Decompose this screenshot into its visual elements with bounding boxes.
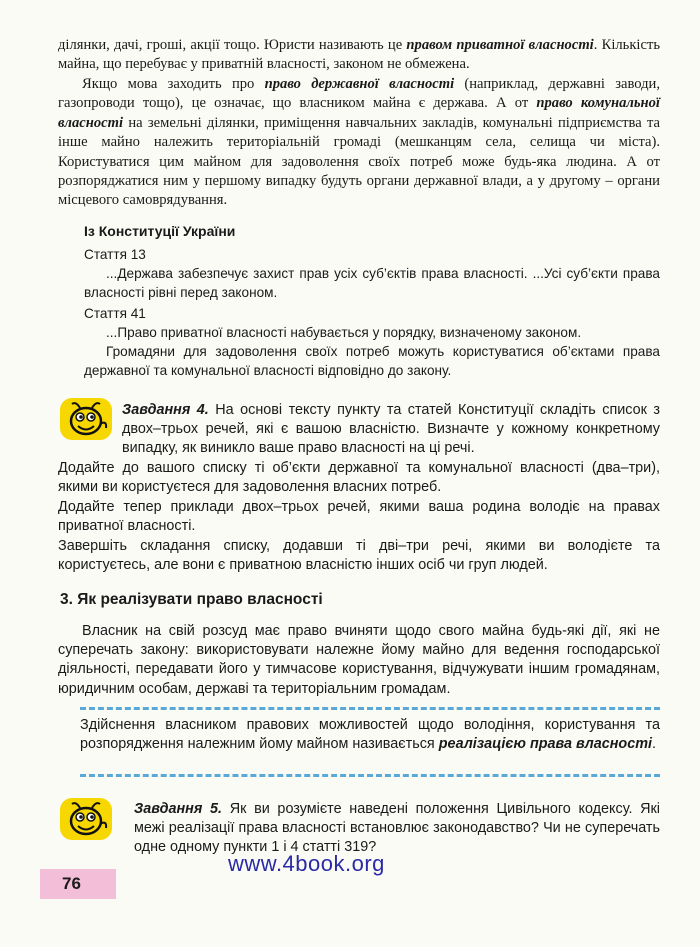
task-5-text xyxy=(134,800,660,858)
text: Як ви розумієте наведені положення Цивільного кодексу. Які межі реалізації права власності встановлює законодавство? Чи не суперечать одне одному пункти 1 і 4 статті 319? xyxy=(134,801,661,856)
paragraph-state-property xyxy=(58,75,660,211)
term-state-property: право державної власності xyxy=(264,76,455,92)
term-communal-property: право комунальної власності xyxy=(58,95,660,131)
article-13-label: Стаття 13 xyxy=(84,247,146,262)
task-4-label: Завдання 4. xyxy=(122,402,209,418)
term-realization: реалізацією права власності xyxy=(438,736,652,753)
text: . xyxy=(652,736,656,753)
task-4-paragraph-4: Завершіть складання списку, додавши ті дві–три речі, якими ви володієте та користуєтесь, але вони є приватною власністю інших осіб чи груп людей. xyxy=(58,538,660,574)
task-5-label: Завдання 5. xyxy=(134,801,223,817)
text: Якщо мова заходить про xyxy=(82,76,265,92)
definition-divider-bottom xyxy=(80,774,660,777)
article-41-text-2: Громадяни для задоволення своїх потреб можуть користуватися об’єктами права державної та комунальної власності відповідно до закону. xyxy=(84,344,660,378)
text: На основі тексту пункту та статей Конституції складіть список з двох–трьох речей, які є вашою власністю. Визначте у кожному конкретному випадку, як виникло ваше право власності на ці речі. xyxy=(122,402,660,457)
section-3-paragraph: Власник на свій розсуд має право вчиняти щодо свого майна будь-які дії, які не суперечать закону: використовувати належне йому майно для ведення господарської діяльності, передавати його у тимчасове користування, відчужувати іншим громадянам, юридичним особам, державі та територіальним громадам. xyxy=(58,623,660,697)
text: на земельні ділянки, приміщення навчальних закладів, комунальні підприємства та інше майно належить територіальній громаді (мешканцям села, селища чи міста). Користуватися цим майном для задоволення своїх потреб може будь-яка людина. А от розпоряджатися ним у першому випадку будуть органи державної влади, а у другому – органи місцевого самоврядування. xyxy=(58,114,660,209)
definition-divider-top xyxy=(80,707,660,710)
article-13-text: ...Держава забезпечує захист прав усіх суб’єктів права власності. ...Усі суб’єкти права власності рівні перед законом. xyxy=(84,266,660,300)
definition-text xyxy=(80,716,660,754)
task-bee-icon xyxy=(60,398,112,440)
term-private-property: правом приватної власності xyxy=(406,37,594,53)
paragraph-private-property xyxy=(58,36,660,75)
constitution-excerpt xyxy=(84,222,660,380)
article-41-label: Стаття 41 xyxy=(84,306,146,321)
page-number: 76 xyxy=(40,869,116,899)
text: . Кількість майна, що перебуває у приватній власності, законом не обмежена. xyxy=(58,37,660,73)
text: ділянки, дачі, гроші, акції тощо. Юристи називають це xyxy=(58,37,407,53)
task-4-paragraph-2: Додайте до вашого списку ті об’єкти державної та комунальної власності (два–три), якими ви користуєтеся для задоволення власних потреб. xyxy=(58,460,660,496)
constitution-title: Із Конституції України xyxy=(84,223,236,239)
text: Здійснення власником правових можливостей щодо володіння, користування та розпорядження належним йому майном називається xyxy=(80,717,660,753)
website-watermark: www.4book.org xyxy=(228,851,385,876)
article-41-text: ...Право приватної власності набувається у порядку, визначеному законом. xyxy=(106,325,582,340)
task-4-paragraph-3: Додайте тепер приклади двох–трьох речей, якими ваша родина володіє на правах приватної власності. xyxy=(58,499,660,535)
section-heading: 3. Як реалізувати право власності xyxy=(60,591,323,608)
task-4-text xyxy=(122,401,660,459)
task-bee-icon xyxy=(60,798,112,840)
text: (наприклад, державні заводи, газопроводи тощо), це означає, що власником майна є держава. А от xyxy=(58,76,660,112)
